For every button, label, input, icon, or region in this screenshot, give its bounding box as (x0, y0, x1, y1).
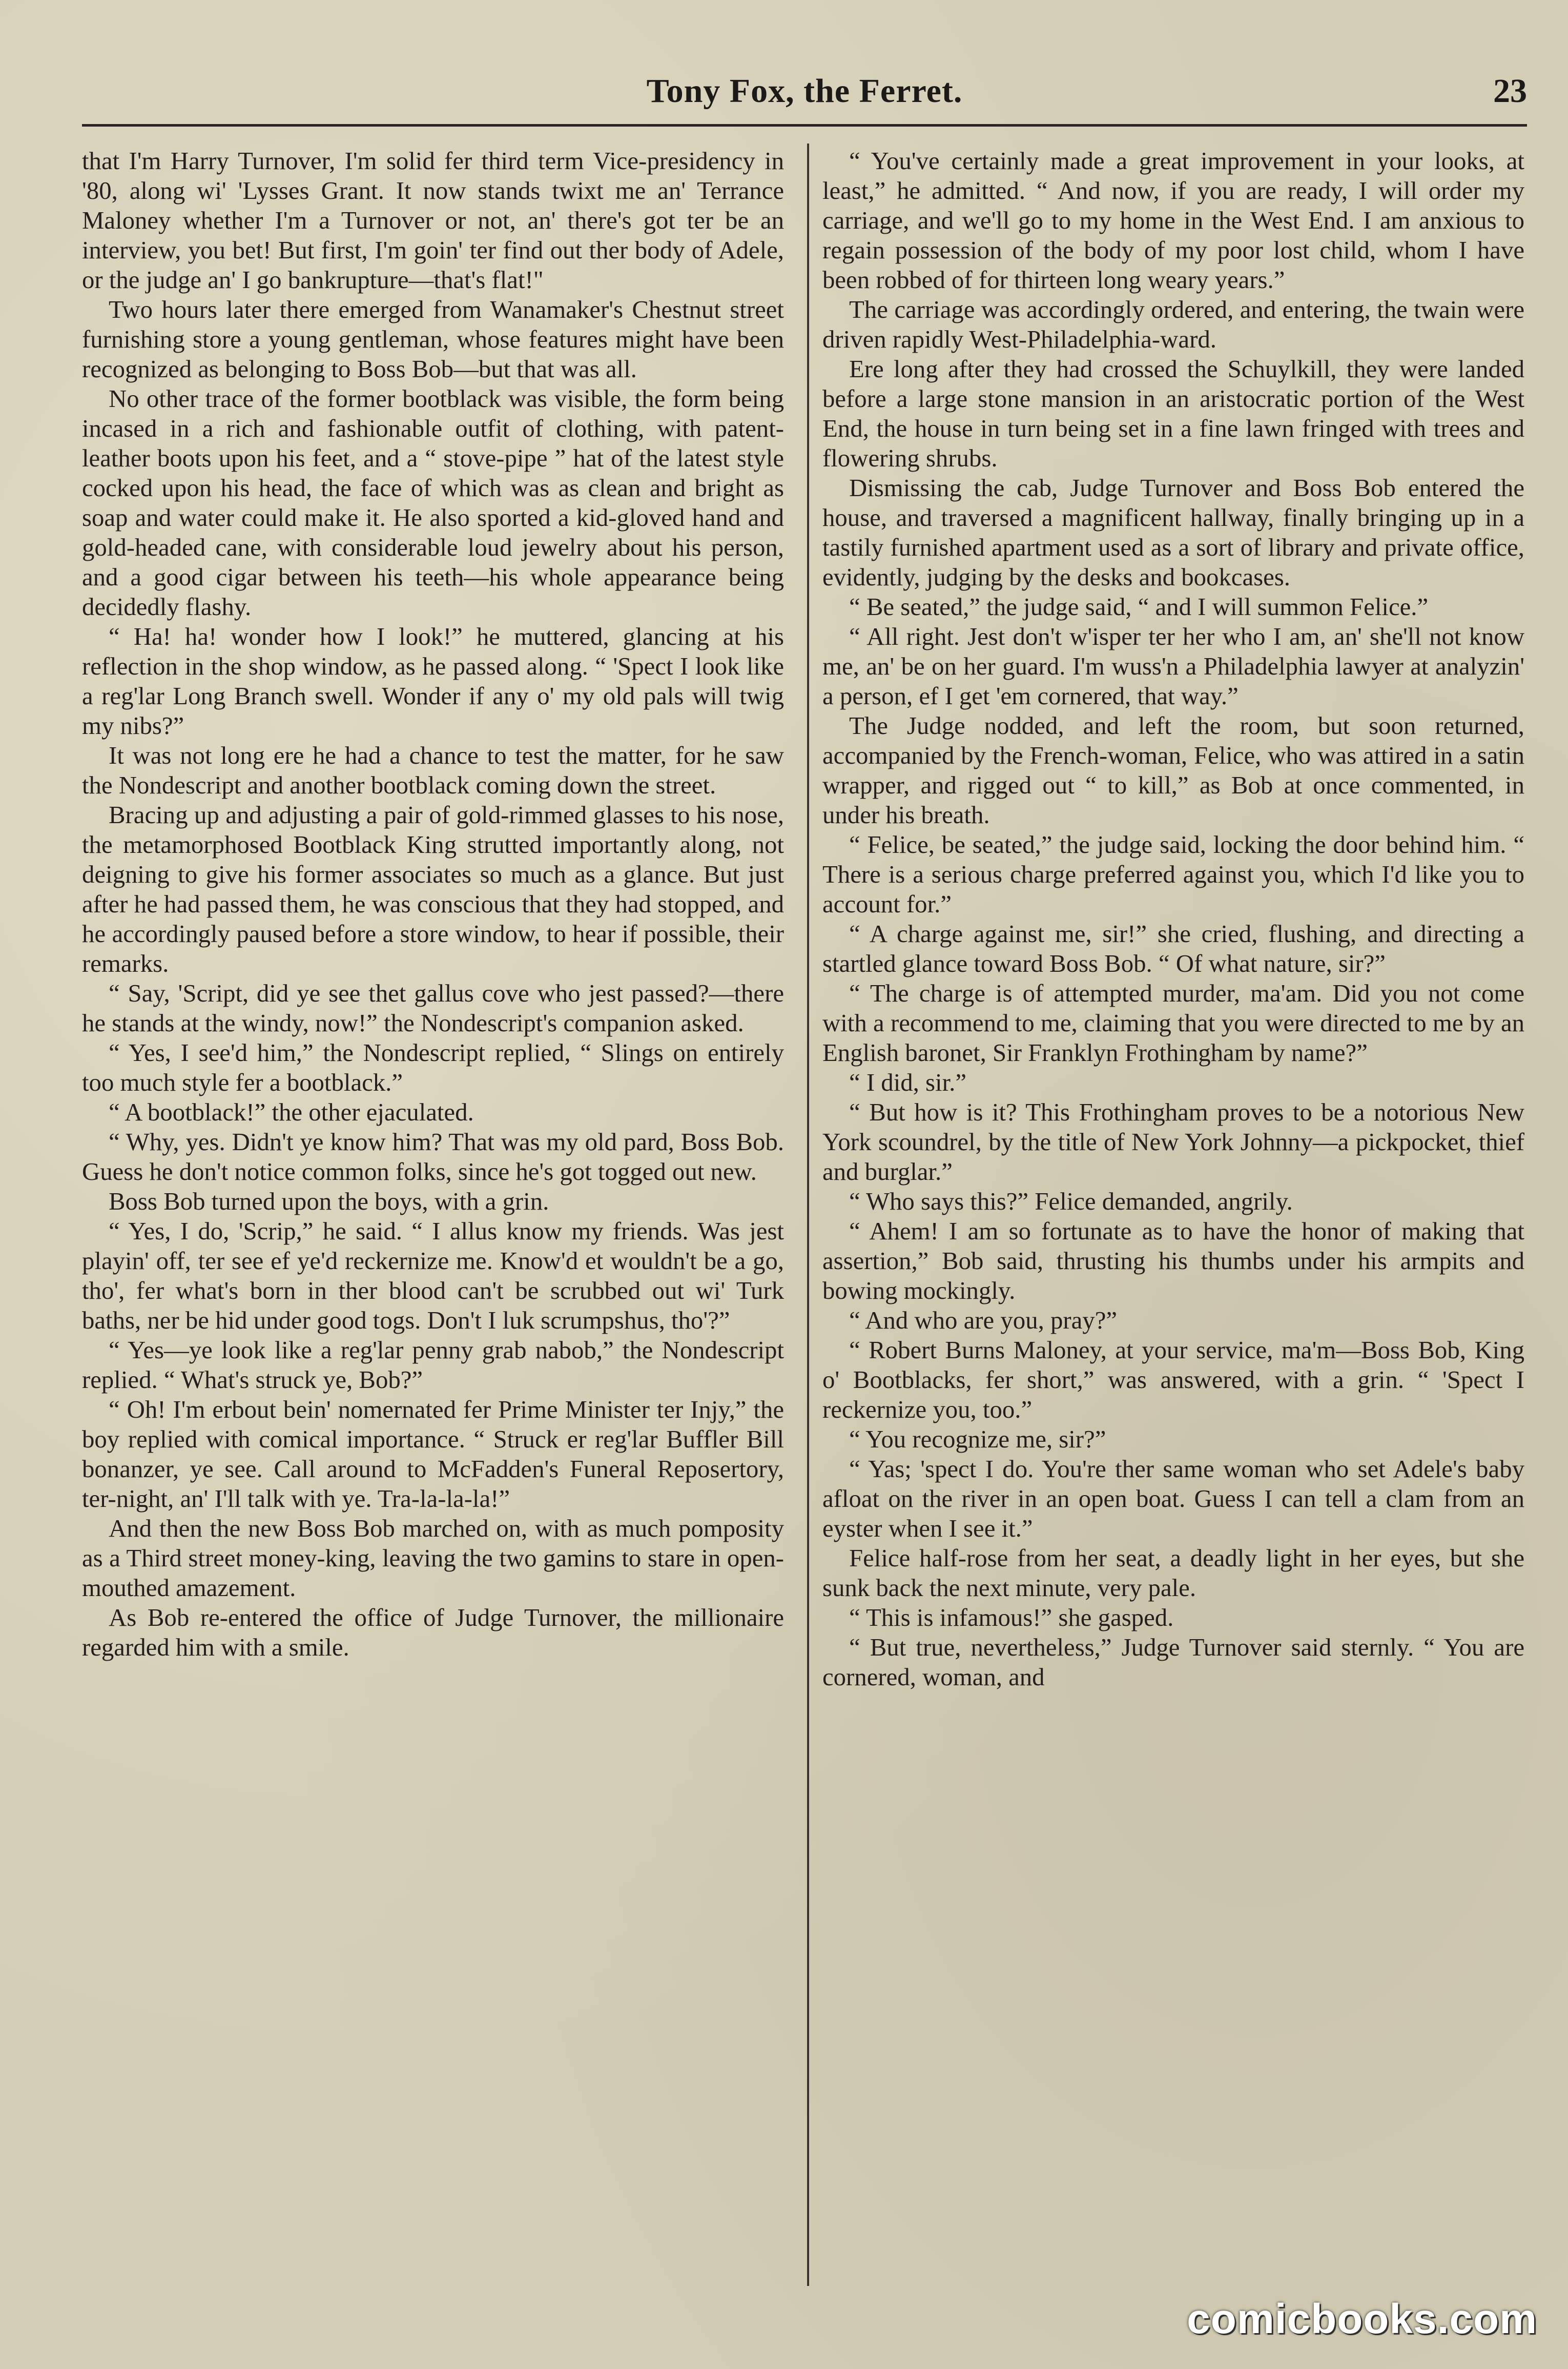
left-text-column (82, 146, 784, 2289)
running-title: Tony Fox, the Ferret. (646, 72, 963, 110)
paragraph: As Bob re-entered the office of Judge Turnover, the millionaire regarded him with a smile. (82, 1604, 784, 1661)
paragraph: “ Ha! ha! wonder how I look!” he muttered, glancing at his reflection in the shop window, as he passed along. “ 'Spect I look like a reg'lar Long Branch swell. Wonder if any o' my old pals will twig my nibs?” (82, 623, 784, 740)
paragraph: “ Robert Burns Maloney, at your service, ma'm—Boss Bob, King o' Bootblacks, fer short,” was answered, with a grin. “ 'Spect I reckernize you, too.” (822, 1336, 1524, 1423)
paragraph: Two hours later there emerged from Wanamaker's Chestnut street furnishing store a young gentleman, whose features might have been recognized as belonging to Boss Bob—but that was all. (82, 296, 784, 383)
paragraph: “ Yes, I do, 'Scrip,” he said. “ I allus know my friends. Was jest playin' off, ter see ef ye'd reckernize me. Know'd et wouldn't be a go, tho', fer what's born in ther blood can't be scrubbed out wi' Turk baths, ner be hid under good togs. Don't I luk scrumpshus, tho'?” (82, 1217, 784, 1334)
paragraph: “ Yes, I see'd him,” the Nondescript replied, “ Slings on entirely too much style fer a bootblack.” (82, 1039, 784, 1096)
paragraph: No other trace of the former bootblack was visible, the form being incased in a rich and fashionable outfit of clothing, with patent-leather boots upon his feet, and a “ stove-pipe ” hat of the latest style cocked upon his head, the face of which was as clean and bright as soap and water could make it. He also sported a kid-gloved hand and gold-headed cane, with considerable loud jewelry about his person, and a good cigar between his teeth—his whole appearance being decidedly flashy. (82, 385, 784, 621)
paragraph: “ Ahem! I am so fortunate as to have the honor of making that assertion,” Bob said, thrusting his thumbs under his armpits and bowing mockingly. (822, 1217, 1524, 1304)
page-number: 23 (1493, 72, 1527, 110)
paragraph: Boss Bob turned upon the boys, with a grin. (109, 1188, 549, 1215)
paragraph: The carriage was accordingly ordered, and entering, the twain were driven rapidly West-Philadelphia-ward. (822, 296, 1524, 353)
paragraph: It was not long ere he had a chance to test the matter, for he saw the Nondescript and another bootblack coming down the street. (82, 742, 784, 799)
right-text-column (822, 146, 1524, 2289)
paragraph: “ Be seated,” the judge said, “ and I will summon Felice.” (849, 593, 1429, 621)
paragraph: “ And who are you, pray?” (849, 1306, 1118, 1334)
paragraph: Ere long after they had crossed the Schuylkill, they were landed before a large stone mansion in an aristocratic portion of the West End, the house in turn being set in a fine lawn fringed with trees and flowering shrubs. (822, 355, 1524, 472)
paragraph: And then the new Boss Bob marched on, with as much pomposity as a Third street money-king, leaving the two gamins to stare in open-mouthed amazement. (82, 1515, 784, 1602)
paragraph: “ Felice, be seated,” the judge said, locking the door behind him. “ There is a serious charge preferred against you, which I'd like you to account for.” (822, 831, 1524, 918)
paragraph: “ Say, 'Script, did ye see thet gallus cove who jest passed?—there he stands at the windy, now!” the Nondescript's companion asked. (82, 979, 784, 1037)
paragraph: Felice half-rose from her seat, a deadly light in her eyes, but she sunk back the next minute, very pale. (822, 1544, 1524, 1602)
paragraph: “ Who says this?” Felice demanded, angrily. (849, 1188, 1293, 1215)
paragraph: The Judge nodded, and left the room, but soon returned, accompanied by the French-woman, Felice, who was attired in a satin wrapper, and rigged out “ to kill,” as Bob at once commented, in under his breath. (822, 712, 1524, 829)
paragraph: “ A bootblack!” the other ejaculated. (109, 1098, 474, 1126)
paragraph: “ Oh! I'm erbout bein' nomernated fer Prime Minister ter Injy,” the boy replied with comical importance. “ Struck er reg'lar Buffler Bill bonanzer, ye see. Call around to McFadden's Funeral Reposertory, ter-night, an' I'll talk with ye. Tra-la-la-la!” (82, 1396, 784, 1513)
paragraph: “ Yas; 'spect I do. You're ther same woman who set Adele's baby afloat on the river in an open boat. Guess I can tell a clam from an eyster when I see it.” (822, 1455, 1524, 1542)
paragraph: “ But true, nevertheless,” Judge Turnover said sternly. “ You are cornered, woman, and (822, 1633, 1524, 1691)
watermark-logo: comicbooks.com (1187, 2296, 1537, 2342)
paragraph: “ You've certainly made a great improvement in your looks, at least,” he admitted. “ And now, if you are ready, I will order my carriage, and we'll go to my home in the West End. I am anxious to regain possession of the body of my poor lost child, whom I have been robbed of for thirteen long weary years.” (822, 147, 1524, 294)
column-divider (807, 144, 809, 2286)
paragraph: Bracing up and adjusting a pair of gold-rimmed glasses to his nose, the metamorphosed Bootblack King strutted importantly along, not deigning to give his former associates so much as a glance. But just after he had passed them, he was conscious that they had stopped, and he accordingly paused before a store window, to hear if possible, their remarks. (82, 801, 784, 977)
paragraph: “ This is infamous!” she gasped. (849, 1604, 1174, 1631)
paragraph: “ You recognize me, sir?” (849, 1425, 1106, 1453)
paragraph: “ I did, sir.” (849, 1069, 967, 1096)
paragraph: Dismissing the cab, Judge Turnover and Boss Bob entered the house, and traversed a magnificent hallway, finally bringing up in a tastily furnished apartment used as a sort of library and private office, evidently, judging by the desks and bookcases. (822, 474, 1524, 591)
paragraph: “ A charge against me, sir!” she cried, flushing, and directing a startled glance toward Boss Bob. “ Of what nature, sir?” (822, 920, 1524, 977)
paragraph: “ Yes—ye look like a reg'lar penny grab nabob,” the Nondescript replied. “ What's struck ye, Bob?” (82, 1336, 784, 1394)
paragraph: “ All right. Jest don't w'isper ter her who I am, an' she'll not know me, an' be on her guard. I'm wuss'n a Philadelphia lawyer at analyzin' a person, ef I get 'em cornered, that way.” (822, 623, 1524, 710)
paragraph: “ Why, yes. Didn't ye know him? That was my old pard, Boss Bob. Guess he don't notice common folks, since he's got togged out new. (82, 1128, 784, 1186)
page-header (82, 68, 1527, 127)
paragraph: that I'm Harry Turnover, I'm solid fer third term Vice-presidency in '80, along wi' 'Lysses Grant. It now stands twixt me an' Terrance Maloney whether I'm a Turnover or not, an' there's got ter be an interview, you bet! But first, I'm goin' ter find out ther body of Adele, or the judge an' I go bankrupture—that's flat!" (82, 147, 784, 294)
paragraph: “ But how is it? This Frothingham proves to be a notorious New York scoundrel, by the title of New York Johnny—a pickpocket, thief and burglar.” (822, 1098, 1524, 1186)
paragraph: “ The charge is of attempted murder, ma'am. Did you not come with a recommend to me, claiming that you were directed to me by an English baronet, Sir Franklyn Frothingham by name?” (822, 979, 1524, 1067)
